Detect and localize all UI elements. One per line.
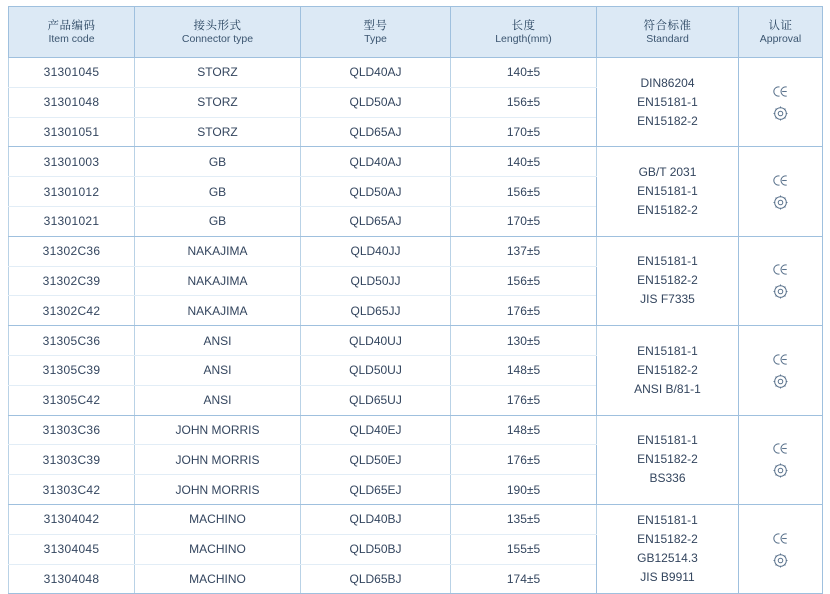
standard-line: EN15182-2	[637, 113, 698, 128]
ce-mark-icon	[772, 172, 789, 189]
cell-length: 148±5	[451, 415, 597, 445]
header-en: Length(mm)	[495, 32, 552, 45]
cell-approval	[739, 504, 823, 593]
gear-mark-icon	[772, 552, 789, 569]
column-header-type	[301, 7, 451, 58]
cell-connector-type: STORZ	[135, 87, 301, 117]
cell-connector-type: NAKAJIMA	[135, 266, 301, 296]
cell-length: 135±5	[451, 504, 597, 534]
cell-type: QLD50JJ	[301, 266, 451, 296]
cell-item-code: 31302C39	[9, 266, 135, 296]
standard-line: JIS F7335	[640, 292, 695, 307]
table-body	[9, 58, 823, 594]
cell-item-code: 31301051	[9, 117, 135, 147]
column-header-approval	[739, 7, 823, 58]
column-header-connector-type	[135, 7, 301, 58]
cell-type: QLD40BJ	[301, 504, 451, 534]
table-header	[9, 7, 823, 58]
cell-type: QLD65BJ	[301, 564, 451, 594]
cell-connector-type: MACHINO	[135, 534, 301, 564]
header-row	[9, 7, 823, 58]
table-row	[9, 326, 823, 356]
table-row	[9, 415, 823, 445]
cell-approval	[739, 58, 823, 147]
cell-item-code: 31303C36	[9, 415, 135, 445]
cell-connector-type: ANSI	[135, 326, 301, 356]
cell-type: QLD50EJ	[301, 445, 451, 475]
standard-line: EN15182-2	[637, 273, 698, 288]
standard-line: EN15182-2	[637, 362, 698, 377]
column-header-standard	[597, 7, 739, 58]
cell-item-code: 31301012	[9, 177, 135, 207]
cell-item-code: 31301045	[9, 58, 135, 88]
cell-item-code: 31305C36	[9, 326, 135, 356]
cell-type: QLD50AJ	[301, 177, 451, 207]
cell-standard	[597, 326, 739, 415]
cell-item-code: 31301021	[9, 206, 135, 236]
approval-marks	[741, 351, 820, 390]
cell-standard	[597, 415, 739, 504]
cell-standard	[597, 236, 739, 325]
header-zh: 符合标准	[643, 19, 692, 32]
cell-length: 137±5	[451, 236, 597, 266]
cell-length: 170±5	[451, 206, 597, 236]
standard-line: EN15181-1	[637, 184, 698, 199]
cell-length: 176±5	[451, 385, 597, 415]
standard-line: EN15181-1	[637, 343, 698, 358]
gear-mark-icon	[772, 105, 789, 122]
cell-approval	[739, 147, 823, 236]
header-zh: 认证	[768, 19, 793, 32]
header-zh: 产品编码	[47, 19, 96, 32]
standard-line: EN15181-1	[637, 94, 698, 109]
cell-type: QLD65EJ	[301, 475, 451, 505]
cell-connector-type: JOHN MORRIS	[135, 475, 301, 505]
cell-item-code: 31304042	[9, 504, 135, 534]
header-en: Type	[364, 32, 387, 45]
cell-approval	[739, 236, 823, 325]
cell-length: 140±5	[451, 147, 597, 177]
table-row	[9, 147, 823, 177]
approval-marks	[741, 440, 820, 479]
cell-item-code: 31301048	[9, 87, 135, 117]
cell-connector-type: JOHN MORRIS	[135, 445, 301, 475]
cell-type: QLD40EJ	[301, 415, 451, 445]
column-header-length	[451, 7, 597, 58]
gear-mark-icon	[772, 462, 789, 479]
cell-type: QLD40AJ	[301, 58, 451, 88]
cell-approval	[739, 415, 823, 504]
cell-connector-type: ANSI	[135, 355, 301, 385]
cell-type: QLD65JJ	[301, 296, 451, 326]
cell-item-code: 31305C39	[9, 355, 135, 385]
cell-approval	[739, 326, 823, 415]
cell-connector-type: MACHINO	[135, 564, 301, 594]
cell-connector-type: STORZ	[135, 58, 301, 88]
gear-mark-icon	[772, 194, 789, 211]
ce-mark-icon	[772, 83, 789, 100]
cell-item-code: 31304048	[9, 564, 135, 594]
cell-connector-type: GB	[135, 206, 301, 236]
cell-type: QLD40AJ	[301, 147, 451, 177]
cell-length: 176±5	[451, 445, 597, 475]
ce-mark-icon	[772, 440, 789, 457]
cell-length: 170±5	[451, 117, 597, 147]
approval-marks	[741, 83, 820, 122]
cell-item-code: 31305C42	[9, 385, 135, 415]
cell-standard	[597, 147, 739, 236]
table-row	[9, 504, 823, 534]
cell-type: QLD65UJ	[301, 385, 451, 415]
cell-standard	[597, 504, 739, 593]
cell-connector-type: NAKAJIMA	[135, 296, 301, 326]
cell-item-code: 31302C42	[9, 296, 135, 326]
cell-length: 140±5	[451, 58, 597, 88]
cell-connector-type: STORZ	[135, 117, 301, 147]
header-en: Connector type	[181, 32, 254, 45]
cell-item-code: 31301003	[9, 147, 135, 177]
cell-length: 130±5	[451, 326, 597, 356]
standard-line: EN15182-2	[637, 452, 698, 467]
standard-line: EN15181-1	[637, 513, 698, 528]
cell-type: QLD40UJ	[301, 326, 451, 356]
cell-connector-type: JOHN MORRIS	[135, 415, 301, 445]
standard-line: GB/T 2031	[638, 165, 697, 180]
standard-line: GB12514.3	[637, 551, 698, 566]
standard-line: ANSI B/81-1	[634, 381, 701, 396]
cell-length: 176±5	[451, 296, 597, 326]
cell-length: 174±5	[451, 564, 597, 594]
cell-item-code: 31303C42	[9, 475, 135, 505]
header-zh: 长度	[511, 19, 536, 32]
cell-type: QLD65AJ	[301, 206, 451, 236]
table-row	[9, 58, 823, 88]
standard-line: BS336	[649, 471, 686, 486]
cell-item-code: 31304045	[9, 534, 135, 564]
cell-length: 155±5	[451, 534, 597, 564]
cell-item-code: 31302C36	[9, 236, 135, 266]
standard-line: EN15182-2	[637, 203, 698, 218]
column-header-item-code	[9, 7, 135, 58]
cell-length: 156±5	[451, 266, 597, 296]
gear-mark-icon	[772, 283, 789, 300]
cell-connector-type: GB	[135, 177, 301, 207]
cell-type: QLD50UJ	[301, 355, 451, 385]
cell-standard	[597, 58, 739, 147]
approval-marks	[741, 261, 820, 300]
ce-mark-icon	[772, 530, 789, 547]
header-en: Approval	[759, 32, 802, 45]
cell-length: 190±5	[451, 475, 597, 505]
header-zh: 接头形式	[193, 19, 242, 32]
table-row	[9, 236, 823, 266]
gear-mark-icon	[772, 373, 789, 390]
cell-connector-type: ANSI	[135, 385, 301, 415]
cell-connector-type: NAKAJIMA	[135, 236, 301, 266]
standard-line: EN15181-1	[637, 254, 698, 269]
header-en: Item code	[48, 32, 95, 45]
cell-item-code: 31303C39	[9, 445, 135, 475]
header-en: Standard	[646, 32, 689, 45]
cell-type: QLD65AJ	[301, 117, 451, 147]
cell-connector-type: MACHINO	[135, 504, 301, 534]
cell-type: QLD40JJ	[301, 236, 451, 266]
product-spec-table	[8, 6, 823, 594]
standard-line: EN15182-2	[637, 532, 698, 547]
cell-connector-type: GB	[135, 147, 301, 177]
cell-length: 156±5	[451, 177, 597, 207]
cell-length: 148±5	[451, 355, 597, 385]
ce-mark-icon	[772, 351, 789, 368]
standard-line: DIN86204	[640, 75, 695, 90]
cell-type: QLD50AJ	[301, 87, 451, 117]
standard-line: EN15181-1	[637, 433, 698, 448]
approval-marks	[741, 172, 820, 211]
cell-length: 156±5	[451, 87, 597, 117]
ce-mark-icon	[772, 261, 789, 278]
standard-line: JIS B9911	[640, 570, 695, 585]
header-zh: 型号	[363, 19, 388, 32]
cell-type: QLD50BJ	[301, 534, 451, 564]
approval-marks	[741, 530, 820, 569]
